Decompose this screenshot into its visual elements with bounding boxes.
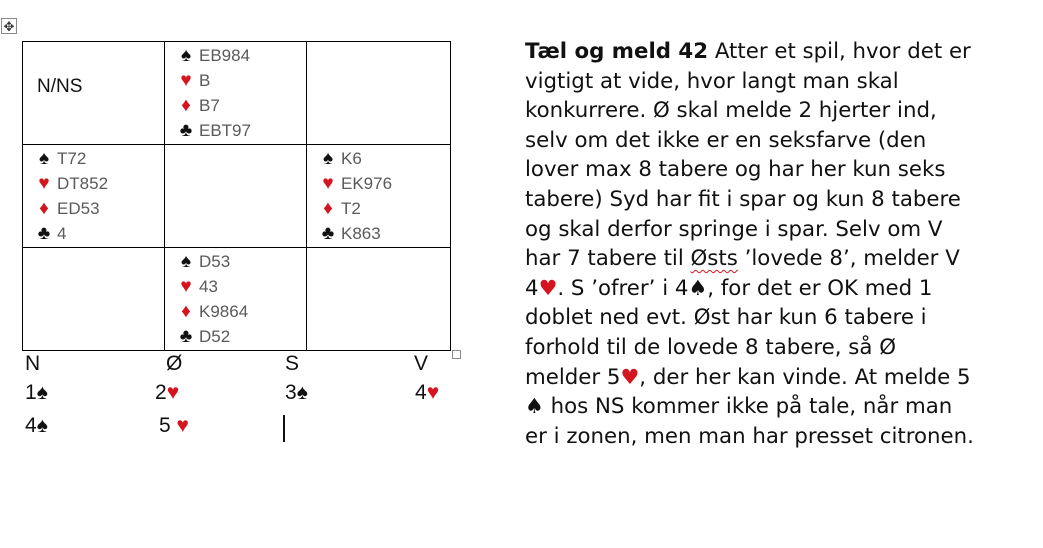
diamond-icon: ♦ (323, 198, 333, 219)
suit-row (33, 221, 164, 246)
cards-holding: T72 (57, 148, 87, 168)
empty-cell-sw (23, 248, 165, 351)
cards-holding: T2 (341, 198, 361, 218)
article-body: . S ’ofrer’ i 4 (557, 275, 689, 301)
center-cell (165, 145, 307, 248)
cards-holding: B7 (199, 95, 220, 115)
club-icon: ♣ (321, 223, 335, 244)
heart-icon: ♥ (176, 414, 189, 437)
club-icon: ♣ (179, 120, 193, 141)
north-hand (165, 42, 306, 143)
suit-row (175, 68, 306, 93)
deal-diagram (22, 41, 451, 351)
bid (285, 381, 308, 405)
suit-row (175, 249, 306, 274)
club-icon: ♣ (37, 223, 51, 244)
article-body: , for det er OK med 1 doblet ned evt. Øst har kun 6 tabere i forhold til de lovede 8 tabere, så Ø melder 5 (525, 275, 933, 390)
spade-icon: ♠ (36, 381, 48, 404)
suit-row (175, 118, 306, 143)
auction-header-v: V (414, 352, 429, 375)
heart-icon: ♥ (620, 364, 640, 389)
suit-row (175, 324, 306, 349)
suit-row (175, 93, 306, 118)
suit-row (175, 274, 306, 299)
spade-icon: ♠ (296, 381, 308, 404)
spade-icon: ♠ (180, 251, 192, 272)
bid (155, 381, 179, 405)
cards-holding: DT852 (57, 173, 109, 193)
cards-holding: K9864 (199, 301, 249, 321)
spellcheck-word[interactable]: Østs (690, 246, 738, 272)
table-resize-handle-icon[interactable] (452, 350, 461, 359)
text-cursor (283, 415, 285, 442)
dealer-cell (23, 42, 165, 145)
suit-row (33, 146, 164, 171)
bid-level: 5 (159, 414, 171, 437)
cards-holding: 4 (57, 223, 67, 243)
spade-icon: ♠ (36, 414, 48, 437)
article-body: , der her kan vinde. At melde 5 (639, 364, 971, 390)
bid (159, 414, 189, 438)
bid (25, 414, 48, 438)
cards-holding: B (199, 70, 211, 90)
cards-holding: EBT97 (199, 120, 251, 140)
article-body: hos NS kommer ikke på tale, når man er i zonen, men man har presset citronen. (525, 394, 974, 449)
west-hand (23, 145, 164, 246)
bid-level: 2 (155, 381, 167, 404)
heart-icon: ♥ (166, 381, 180, 404)
heart-icon: ♥ (426, 381, 440, 404)
spade-icon: ♠ (180, 45, 192, 66)
cards-holding: 43 (199, 276, 218, 296)
article-title: Tæl og meld 42 (525, 39, 709, 64)
west-hand-cell (23, 145, 165, 248)
table-move-handle-icon[interactable]: ✥ (1, 18, 17, 34)
east-hand (307, 145, 450, 246)
suit-row (317, 221, 450, 246)
bid (415, 381, 439, 405)
article-body: Atter et spil, hvor det er vigtigt at vide, hvor langt man skal konkurrere. Ø skal melde 2 hjerter ind, selv om det ikke er en seksfarve (den lover max 8 tabere og har her kun seks tabere) Syd har fit i spar og kun 8 tabere og skal derfor springe i spar. Selv om V har 7 tabere til (525, 39, 971, 272)
suit-row (317, 171, 450, 196)
bid-level: 3 (285, 381, 297, 404)
cards-holding: D52 (199, 326, 231, 346)
empty-cell-ne (307, 42, 451, 145)
dealer-vulnerability: N/NS (37, 76, 83, 97)
diamond-icon: ♦ (39, 198, 49, 219)
article-text[interactable] (525, 37, 975, 451)
spade-icon: ♠ (688, 275, 708, 300)
south-hand-cell (165, 248, 307, 351)
bid-level: 1 (25, 381, 37, 404)
diamond-icon: ♦ (181, 301, 191, 322)
cards-holding: EK976 (341, 173, 393, 193)
heart-icon: ♥ (38, 173, 50, 194)
cards-holding: D53 (199, 251, 231, 271)
heart-icon: ♥ (180, 276, 192, 297)
suit-row (317, 146, 450, 171)
spade-icon: ♠ (322, 148, 334, 169)
heart-icon: ♥ (322, 173, 334, 194)
club-icon: ♣ (179, 326, 193, 347)
south-hand (165, 248, 306, 349)
article-body: ’lovede 8’, melder V 4 (525, 246, 960, 301)
spade-icon: ♠ (38, 148, 50, 169)
north-hand-cell (165, 42, 307, 145)
bid-level: 4 (25, 414, 37, 437)
auction-header-o: Ø (166, 352, 183, 375)
heart-icon: ♥ (538, 275, 558, 300)
suit-row (33, 196, 164, 221)
cards-holding: EB984 (199, 45, 251, 65)
cards-holding: K6 (341, 148, 362, 168)
east-hand-cell (307, 145, 451, 248)
suit-row (175, 299, 306, 324)
auction-header-n: N (25, 352, 41, 375)
suit-row (33, 171, 164, 196)
spade-icon: ♠ (525, 394, 544, 419)
diamond-icon: ♦ (181, 95, 191, 116)
bid (25, 381, 48, 405)
cards-holding: ED53 (57, 198, 100, 218)
suit-row (175, 43, 306, 68)
suit-row (317, 196, 450, 221)
empty-cell-se (307, 248, 451, 351)
heart-icon: ♥ (180, 70, 192, 91)
auction-header-s: S (285, 352, 300, 375)
bid-level: 4 (415, 381, 427, 404)
cards-holding: K863 (341, 223, 381, 243)
